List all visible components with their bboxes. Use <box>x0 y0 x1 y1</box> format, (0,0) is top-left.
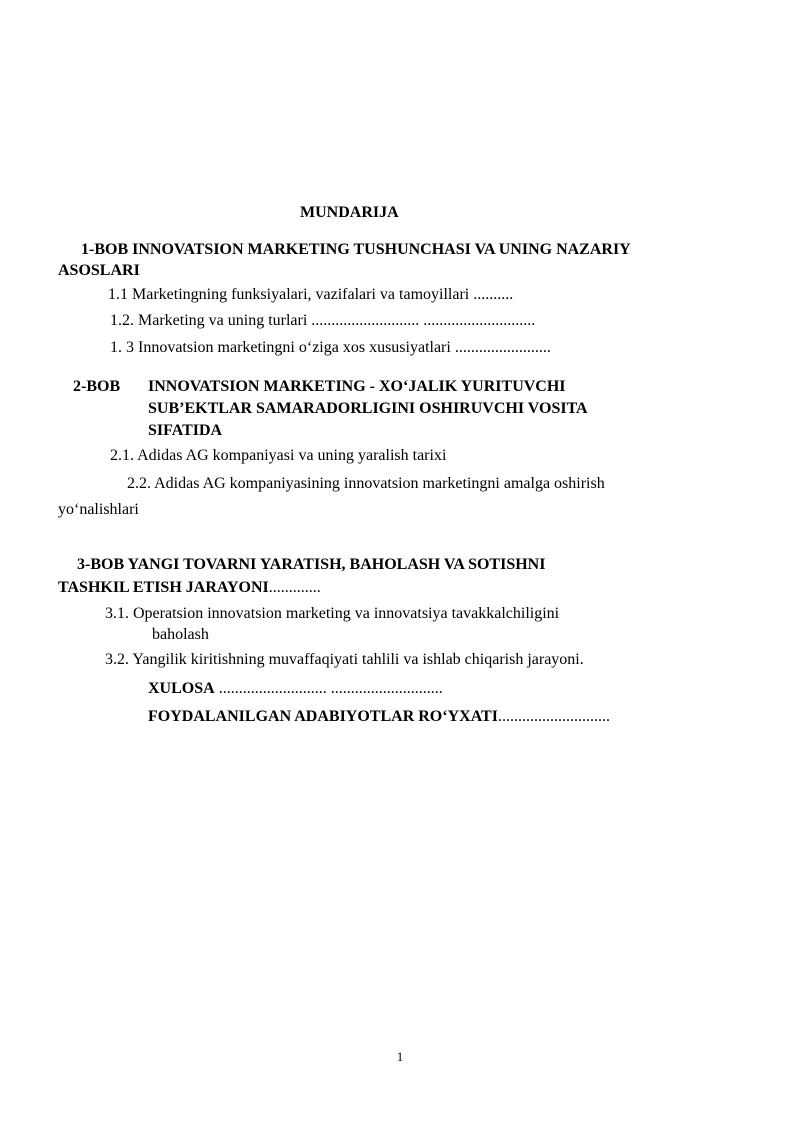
conclusion-leader-dots: ........................... ............................ <box>214 680 443 697</box>
toc-item-3-2: 3.2. Yangilik kiritishning muvaffaqiyati tahlili va ishlab chiqarish jarayoni. <box>105 651 584 668</box>
references-leader-dots: ............................ <box>497 708 610 725</box>
conclusion-label: XULOSA <box>148 680 215 697</box>
page-number: 1 <box>396 1049 404 1064</box>
toc-item-1-2: 1.2. Marketing va uning turlari ........................... ............................ <box>110 312 536 329</box>
chapter1-heading-line1: 1-BOB INNOVATSION MARKETING TUSHUNCHASI VA UNING NAZARIY <box>81 241 631 258</box>
references-label: FOYDALANILGAN ADABIYOTLAR RO‘YXATI <box>148 708 498 725</box>
toc-item-1-3: 1. 3 Innovatsion marketingni o‘ziga xos xususiyatlari ........................ <box>110 339 551 356</box>
page-title: MUNDARIJA <box>300 204 399 221</box>
chapter3-heading-line1: 3-BOB YANGI TOVARNI YARATISH, BAHOLASH VA SOTISHNI <box>77 556 546 573</box>
toc-item-1-1: 1.1 Marketingning funksiyalari, vazifalari va tamoyillari .......... <box>108 286 514 303</box>
chapter3-heading-line2-wrapper <box>58 578 321 598</box>
toc-item-2-1: 2.1. Adidas AG kompaniyasi va uning yaralish tarixi <box>110 447 447 464</box>
toc-item-3-1-continued: baholash <box>152 626 209 643</box>
toc-item-2-2: 2.2. Adidas AG kompaniyasining innovatsion marketingni amalga oshirish <box>127 475 605 492</box>
chapter2-label: 2-BOB <box>73 378 121 395</box>
conclusion-entry <box>148 679 443 699</box>
chapter2-heading-line2: SUB’EKTLAR SAMARADORLIGINI OSHIRUVCHI VOSITA <box>148 400 588 417</box>
toc-item-2-2-continued: yo‘nalishlari <box>58 501 139 518</box>
chapter3-leader-dots: ............. <box>268 579 321 596</box>
toc-item-3-1: 3.1. Operatsion innovatsion marketing va innovatsiya tavakkalchiligini <box>105 605 560 622</box>
chapter3-heading-line2: TASHKIL ETISH JARAYONI <box>58 579 269 596</box>
chapter2-heading-line3: SIFATIDA <box>148 422 223 439</box>
chapter2-heading-line1: INNOVATSION MARKETING - XO‘JALIK YURITUVCHI <box>148 378 566 395</box>
references-entry <box>148 707 610 727</box>
chapter1-heading-line2: ASOSLARI <box>58 262 140 279</box>
